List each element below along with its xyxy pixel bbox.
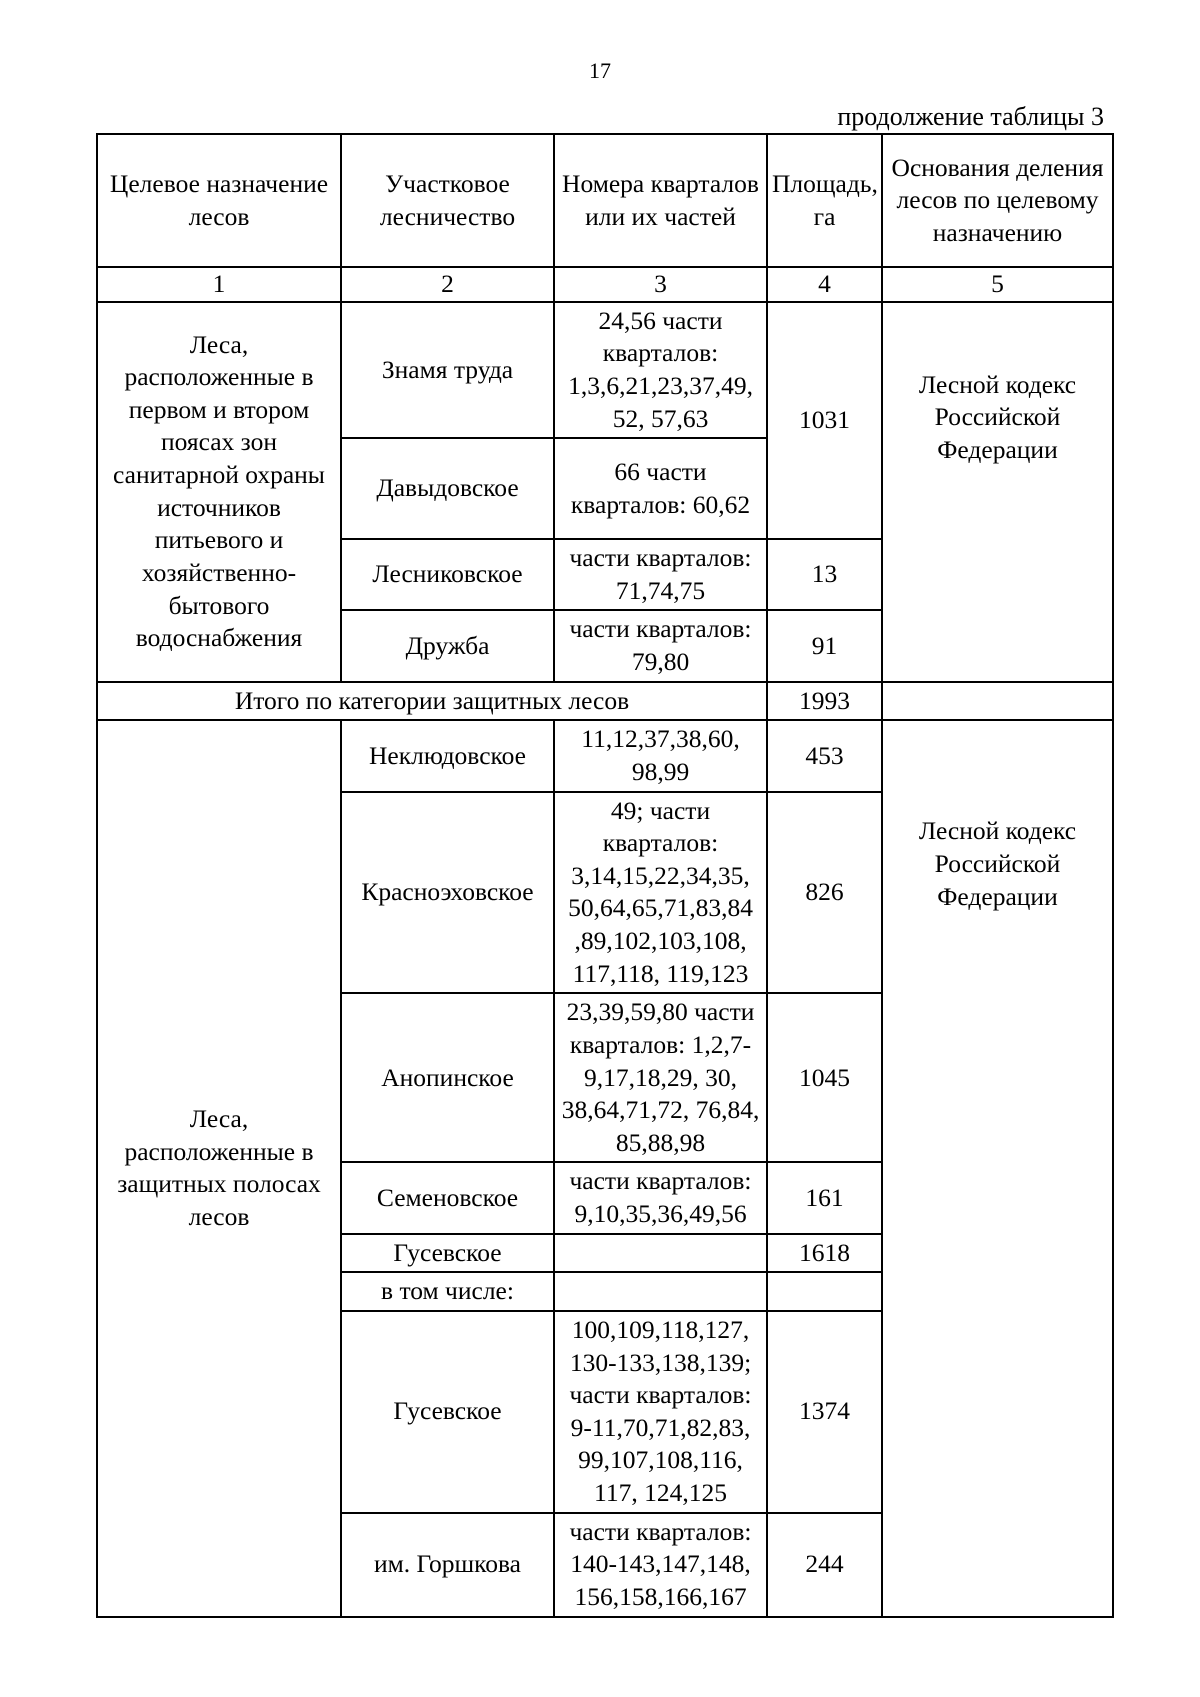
table-row [97, 720, 1113, 791]
total-row [97, 682, 1113, 721]
forestry-cell: Лесниковское [341, 539, 554, 610]
forestry-cell: им. Горшкова [341, 1513, 554, 1617]
column-number: 2 [341, 267, 554, 302]
forestry-cell: Давыдовское [341, 438, 554, 539]
area-cell: 826 [767, 792, 882, 994]
quarters-cell [554, 1272, 767, 1311]
total-area: 1993 [767, 682, 882, 721]
quarters-cell: части кварталов: 140-143,147,148, 156,158,166,167 [554, 1513, 767, 1617]
header-forestry: Участковое лесничество [341, 134, 554, 267]
quarters-cell: 23,39,59,80 части кварталов: 1,2,7-9,17,18,29, 30, 38,64,71,72, 76,84, 85,88,98 [554, 993, 767, 1162]
table-caption: продолжение таблицы 3 [837, 102, 1104, 131]
area-cell: 13 [767, 539, 882, 610]
forestry-cell: Неклюдовское [341, 720, 554, 791]
column-number: 1 [97, 267, 341, 302]
forestry-cell: в том числе: [341, 1272, 554, 1311]
quarters-cell: 11,12,37,38,60, 98,99 [554, 720, 767, 791]
area-cell: 1618 [767, 1234, 882, 1273]
quarters-cell: части кварталов: 9,10,35,36,49,56 [554, 1162, 767, 1233]
forestry-cell: Красноэховское [341, 792, 554, 994]
purpose-cell: Леса, расположенные в защитных полосах лесов [97, 720, 341, 1616]
area-cell: 244 [767, 1513, 882, 1617]
quarters-cell: части кварталов: 79,80 [554, 610, 767, 681]
forestry-cell: Знамя труда [341, 302, 554, 439]
quarters-cell: 66 части кварталов: 60,62 [554, 438, 767, 539]
area-cell: 453 [767, 720, 882, 791]
column-number-row [97, 267, 1113, 302]
basis-cell: Лесной кодекс Российской Федерации [882, 720, 1113, 1616]
column-number: 5 [882, 267, 1113, 302]
column-number: 3 [554, 267, 767, 302]
quarters-cell [554, 1234, 767, 1273]
header-quarters: Номера кварталов или их частей [554, 134, 767, 267]
forestry-cell: Гусевское [341, 1311, 554, 1513]
area-cell [767, 1272, 882, 1311]
page-number: 17 [589, 58, 611, 83]
area-cell: 161 [767, 1162, 882, 1233]
header-area: Площадь, га [767, 134, 882, 267]
quarters-cell: 24,56 части кварталов: 1,3,6,21,23,37,49, 52, 57,63 [554, 302, 767, 439]
area-cell: 91 [767, 610, 882, 681]
area-cell: 1374 [767, 1311, 882, 1513]
quarters-cell: 49; части кварталов: 3,14,15,22,34,35, 50,64,65,71,83,84 ,89,102,103,108, 117,118, 119,123 [554, 792, 767, 994]
forestry-cell: Дружба [341, 610, 554, 681]
area-cell: 1045 [767, 993, 882, 1162]
basis-cell: Лесной кодекс Российской Федерации [882, 302, 1113, 682]
header-basis: Основания деления лесов по целевому назначению [882, 134, 1113, 267]
area-cell: 1031 [767, 302, 882, 540]
purpose-cell: Леса, расположенные в первом и втором поясах зон санитарной охраны источников питьевого и хозяйственно-бытового водоснабжения [97, 302, 341, 682]
total-label: Итого по категории защитных лесов [97, 682, 767, 721]
forestry-cell: Анопинское [341, 993, 554, 1162]
quarters-cell: части кварталов: 71,74,75 [554, 539, 767, 610]
quarters-cell: 100,109,118,127, 130-133,138,139; части кварталов: 9-11,70,71,82,83, 99,107,108,116, 117, 124,125 [554, 1311, 767, 1513]
total-basis-empty [882, 682, 1113, 721]
header-row [97, 134, 1113, 267]
header-purpose: Целевое назначение лесов [97, 134, 341, 267]
table-row [97, 302, 1113, 439]
forestry-cell: Семеновское [341, 1162, 554, 1233]
column-number: 4 [767, 267, 882, 302]
forestry-cell: Гусевское [341, 1234, 554, 1273]
forest-purpose-table [96, 133, 1114, 1618]
